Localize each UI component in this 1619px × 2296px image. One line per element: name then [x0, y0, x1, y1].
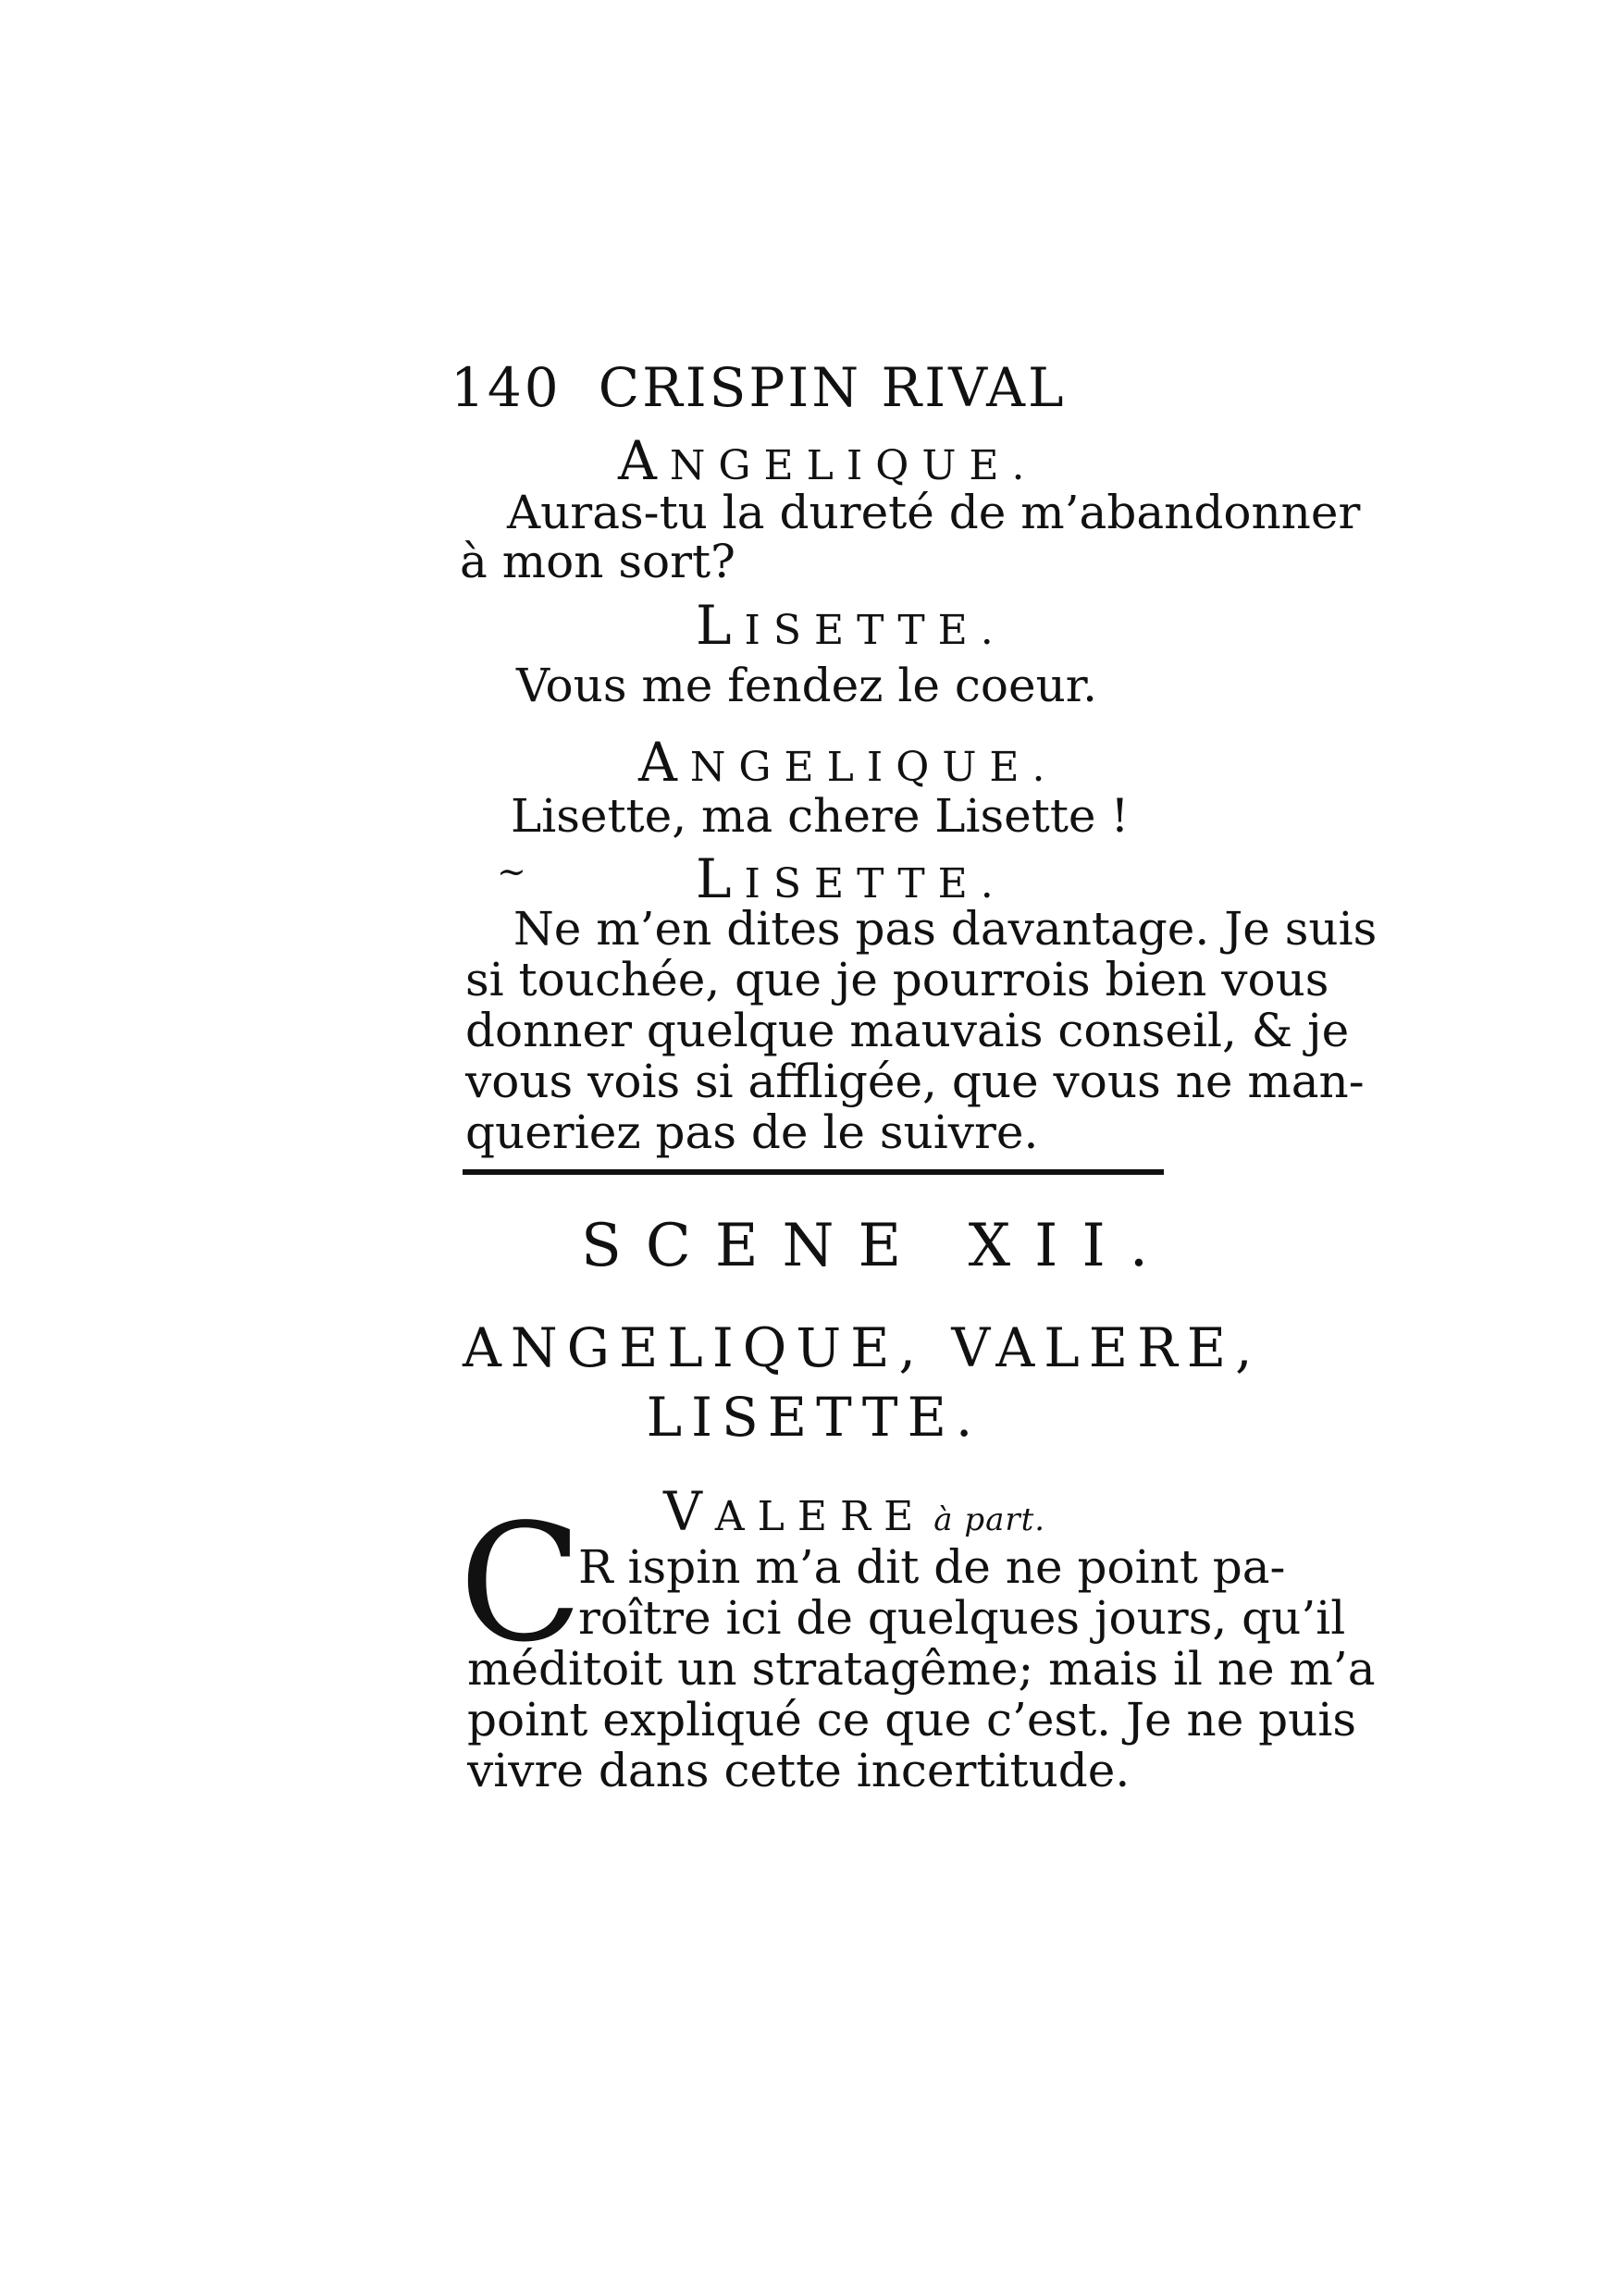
- speech-line: roître ici de quelques jours, qu’il: [578, 1591, 1346, 1645]
- speech-line: si touchée, que je pourrois bien vous: [465, 953, 1329, 1006]
- drop-cap: C: [459, 1490, 583, 1678]
- page-number: 140: [451, 356, 562, 419]
- speech-line: méditoit un stratagême; mais il ne m’a: [467, 1642, 1376, 1696]
- speech-line: donner quelque mauvais conseil, & je: [465, 1004, 1350, 1057]
- speech-line: point expliqué ce que c’est. Je ne puis: [467, 1693, 1357, 1747]
- section-divider: [463, 1169, 1164, 1175]
- stage-direction: à part.: [933, 1501, 1046, 1538]
- stray-mark: ~: [497, 851, 526, 892]
- speaker-angelique-2: ANGELIQUE.: [638, 731, 1058, 794]
- running-head: [451, 356, 1066, 419]
- speech-line: Auras-tu la dureté de m’abandonner: [507, 486, 1361, 539]
- scene-title: SCENE XII.: [581, 1212, 1173, 1280]
- speaker-lisette-1: LISETTE.: [696, 594, 1007, 657]
- speech-line: vous vois si affligée, que vous ne man-: [465, 1055, 1365, 1108]
- speech-line: Vous me fendez le coeur.: [516, 659, 1098, 712]
- scene-characters: ANGELIQUE, VALERE,: [463, 1316, 1262, 1379]
- speaker-lisette-2: LISETTE.: [696, 847, 1007, 910]
- speech-line: queriez pas de le suivre.: [465, 1105, 1039, 1159]
- scene-characters: LISETTE.: [646, 1386, 983, 1449]
- speech-line: à mon sort?: [460, 535, 735, 588]
- speech-line: Lisette, ma chere Lisette !: [511, 789, 1130, 843]
- speaker-angelique-1: ANGELIQUE.: [618, 429, 1038, 492]
- speech-line: Ne m’en dites pas davantage. Je suis: [513, 902, 1378, 956]
- speaker-valere: [663, 1480, 1045, 1543]
- speech-line: R ispin m’a dit de ne point pa-: [578, 1540, 1286, 1594]
- running-title: CRISPIN RIVAL: [598, 356, 1067, 419]
- speaker-name: VALERE: [663, 1480, 927, 1543]
- speech-line: vivre dans cette incertitude.: [467, 1744, 1131, 1797]
